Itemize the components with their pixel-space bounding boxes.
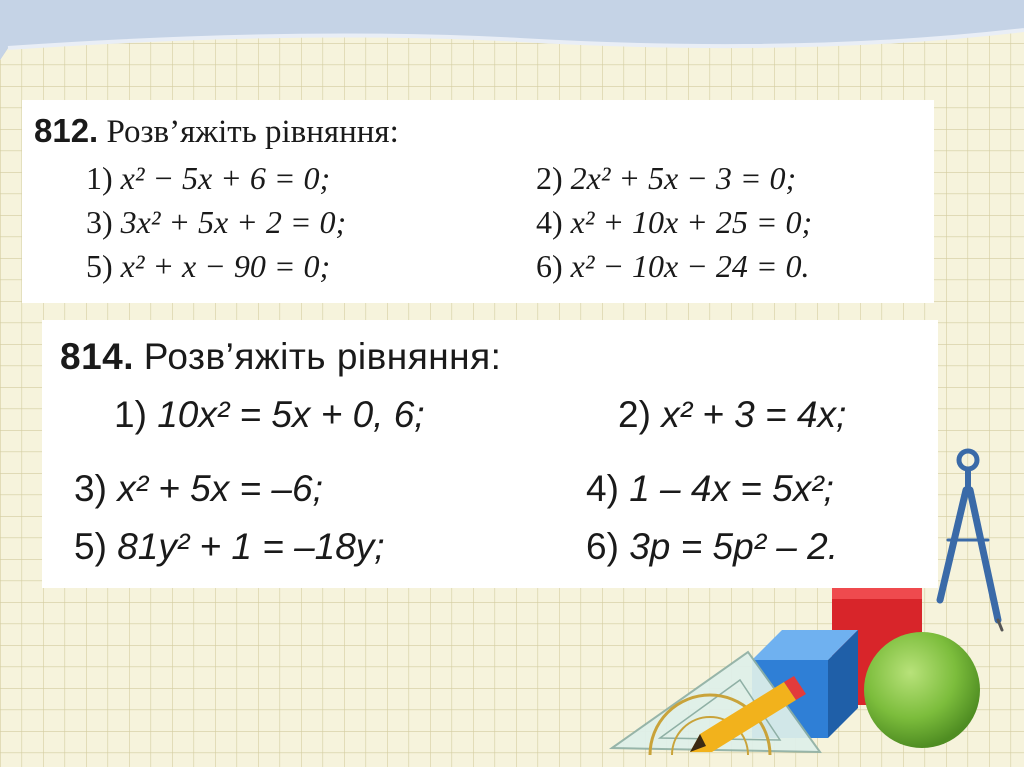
equation-expression: x² − 5x + 6 = 0; [120,160,331,196]
problem-814-number: 814. [60,336,135,377]
equation-label: 6) [586,526,619,567]
equation-expression: 3p = 5p² – 2. [629,526,838,567]
equation-label: 4) [586,468,619,509]
equation-label: 6) [536,248,563,284]
equation-label: 1) [86,160,113,196]
problem-812-number: 812. [34,112,99,149]
problem-812-equation-4 [536,204,812,241]
problem-814-equation-6 [586,526,838,568]
problem-812-heading [34,112,399,151]
problem-812-equation-3 [86,204,346,241]
green-sphere-icon [864,632,980,748]
problem-814-equation-3 [74,468,323,510]
problem-814-equation-5 [74,526,385,568]
equation-expression: x² − 10x − 24 = 0. [570,248,810,284]
equation-label: 5) [86,248,113,284]
equation-label: 1) [114,394,147,435]
equation-label: 3) [86,204,113,240]
problem-812-equation-1 [86,160,330,197]
equation-label: 2) [536,160,563,196]
problem-812-title: Розв’яжіть рівняння: [106,114,399,150]
equation-label: 4) [536,204,563,240]
problem-812-equation-5 [86,248,330,285]
problem-814-heading [60,336,501,379]
problem-814-title: Розв’яжіть рівняння: [143,336,502,377]
problem-812-equation-6 [536,248,809,285]
equation-expression: x² + x − 90 = 0; [120,248,331,284]
equation-expression: 81y² + 1 = –18y; [117,526,385,567]
equation-expression: 3x² + 5x + 2 = 0; [120,204,347,240]
equation-expression: x² + 5x = –6; [117,468,323,509]
equation-expression: x² + 10x + 25 = 0; [570,204,813,240]
equation-expression: 10x² = 5x + 0, 6; [157,394,425,435]
problem-814-equation-1 [114,394,425,436]
problem-812-card [22,100,934,303]
equation-label: 5) [74,526,107,567]
equation-label: 2) [618,394,651,435]
problem-812-equation-2 [536,160,796,197]
equation-label: 3) [74,468,107,509]
problem-814-equation-2 [618,394,846,436]
problem-814-card [42,320,938,588]
problem-814-equation-4 [586,468,834,510]
equation-expression: 1 – 4x = 5x²; [629,468,834,509]
equation-expression: 2x² + 5x − 3 = 0; [570,160,797,196]
equation-expression: x² + 3 = 4x; [661,394,847,435]
